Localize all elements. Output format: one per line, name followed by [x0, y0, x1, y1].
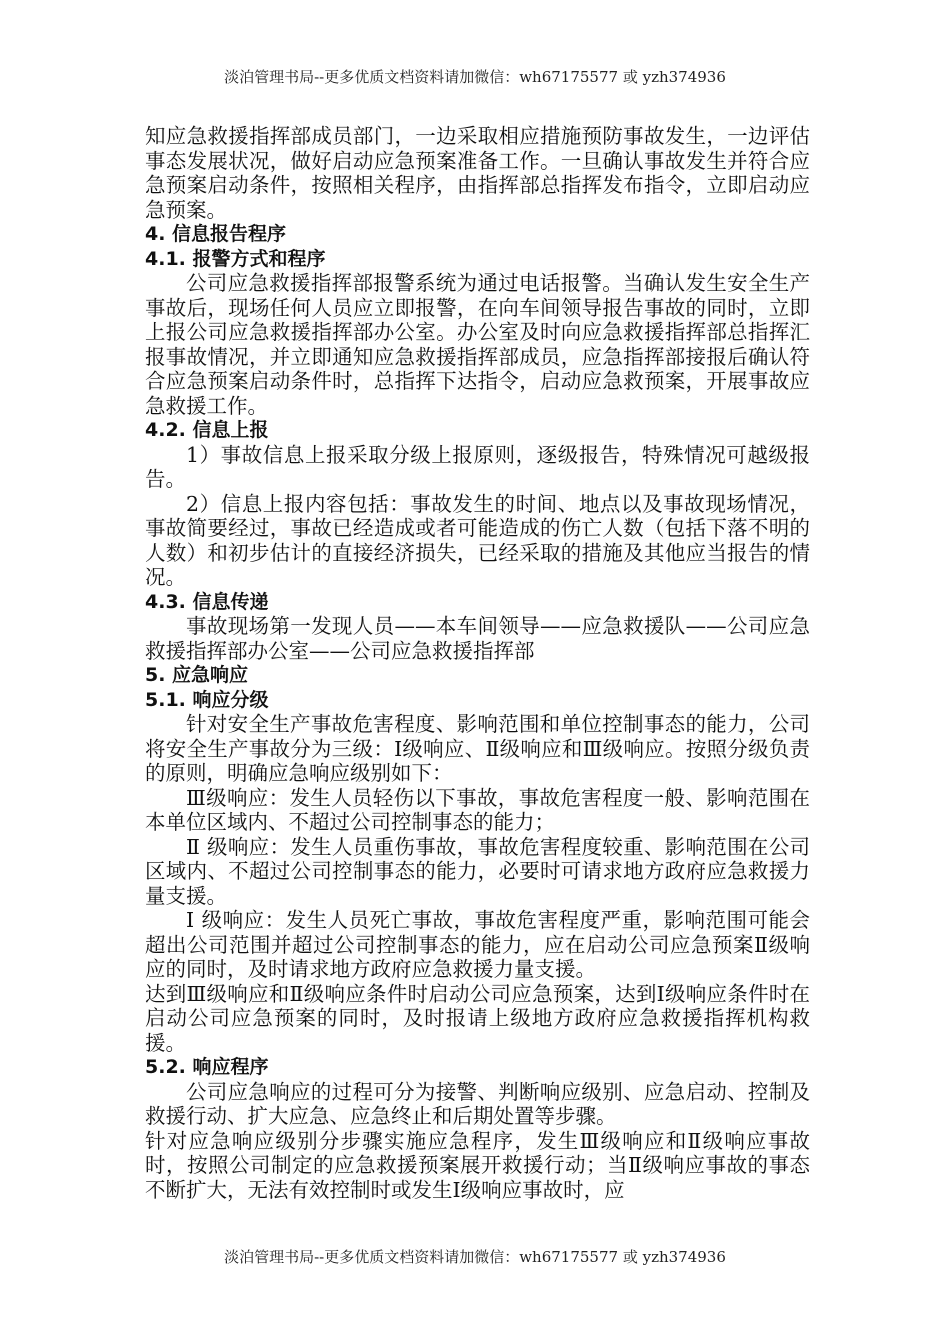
page-footer: 淡泊管理书局--更多优质文档资料请加微信：wh67175577 或 yzh374936 — [224, 1248, 726, 1266]
paragraph: 2）信息上报内容包括：事故发生的时间、地点以及事故现场情况，事故简要经过，事故已经造成或者可能造成的伤亡人数（包括下落不明的人数）和初步估计的直接经济损失，已经采取的措施及其他应当报告的情况。 — [145, 491, 810, 589]
paragraph: Ⅲ级响应：发生人员轻伤以下事故，事故危害程度一般、影响范围在本单位区域内、不超过公司控制事态的能力； — [145, 785, 810, 834]
paragraph: Ⅱ 级响应：发生人员重伤事故，事故危害程度较重、影响范围在公司区域内、不超过公司控制事态的能力，必要时可请求地方政府应急救援力量支援。 — [145, 834, 810, 908]
paragraph: 公司应急救援指挥部报警系统为通过电话报警。当确认发生安全生产事故后，现场任何人员应立即报警，在向车间领导报告事故的同时，立即上报公司应急救援指挥部办公室。办公室及时向应急救援指挥部总指挥汇报事故情况，并立即通知应急救援指挥部成员，应急指挥部接报后确认符合应急预案启动条件时，总指挥下达指令，启动应急救预案，开展事故应急救援工作。 — [145, 271, 810, 418]
paragraph: 针对安全生产事故危害程度、影响范围和单位控制事态的能力，公司将安全生产事故分为三级：Ⅰ级响应、Ⅱ级响应和Ⅲ级响应。按照分级负责的原则，明确应急响应级别如下： — [145, 712, 810, 785]
paragraph: 知应急救援指挥部成员部门，一边采取相应措施预防事故发生，一边评估事态发展状况，做好启动应急预案准备工作。一旦确认事故发生并符合应急预案启动条件，按照相关程序，由指挥部总指挥发布指令，立即启动应急预案。 — [145, 124, 810, 222]
subsection-heading: 4.2. 信息上报 — [145, 419, 269, 441]
subsection-heading: 5.1. 响应分级 — [145, 688, 269, 711]
subsection-heading: 4.1. 报警方式和程序 — [145, 247, 326, 270]
document-body — [145, 124, 810, 1202]
paragraph: 1）事故信息上报采取分级上报原则，逐级报告，特殊情况可越级报告。 — [145, 442, 810, 491]
page-header: 淡泊管理书局--更多优质文档资料请加微信：wh67175577 或 yzh374936 — [224, 68, 726, 86]
subsection-heading: 5.2. 响应程序 — [145, 1056, 269, 1078]
section-heading: 5. 应急响应 — [145, 664, 249, 686]
paragraph: 公司应急响应的过程可分为接警、判断响应级别、应急启动、控制及救援行动、扩大应急、应急终止和后期处置等步骤。 — [145, 1079, 810, 1128]
paragraph: 针对应急响应级别分步骤实施应急程序，发生Ⅲ级响应和Ⅱ级响应事故时，按照公司制定的应急救援预案展开救援行动；当Ⅱ级响应事故的事态不断扩大，无法有效控制时或发生Ⅰ级响应事故时，应 — [145, 1128, 810, 1202]
section-heading: 4. 信息报告程序 — [145, 223, 287, 245]
paragraph: 事故现场第一发现人员——本车间领导——应急救援队——公司应急救援指挥部办公室——公司应急救援指挥部 — [145, 614, 810, 663]
paragraph: 达到Ⅲ级响应和Ⅱ级响应条件时启动公司应急预案，达到Ⅰ级响应条件时在启动公司应急预案的同时，及时报请上级地方政府应急救援指挥机构救援。 — [145, 981, 810, 1055]
subsection-heading: 4.3. 信息传递 — [145, 590, 269, 613]
paragraph: Ⅰ 级响应：发生人员死亡事故，事故危害程度严重，影响范围可能会超出公司范围并超过公司控制事态的能力，应在启动公司应急预案Ⅱ级响应的同时，及时请求地方政府应急救援力量支援。 — [145, 908, 810, 981]
